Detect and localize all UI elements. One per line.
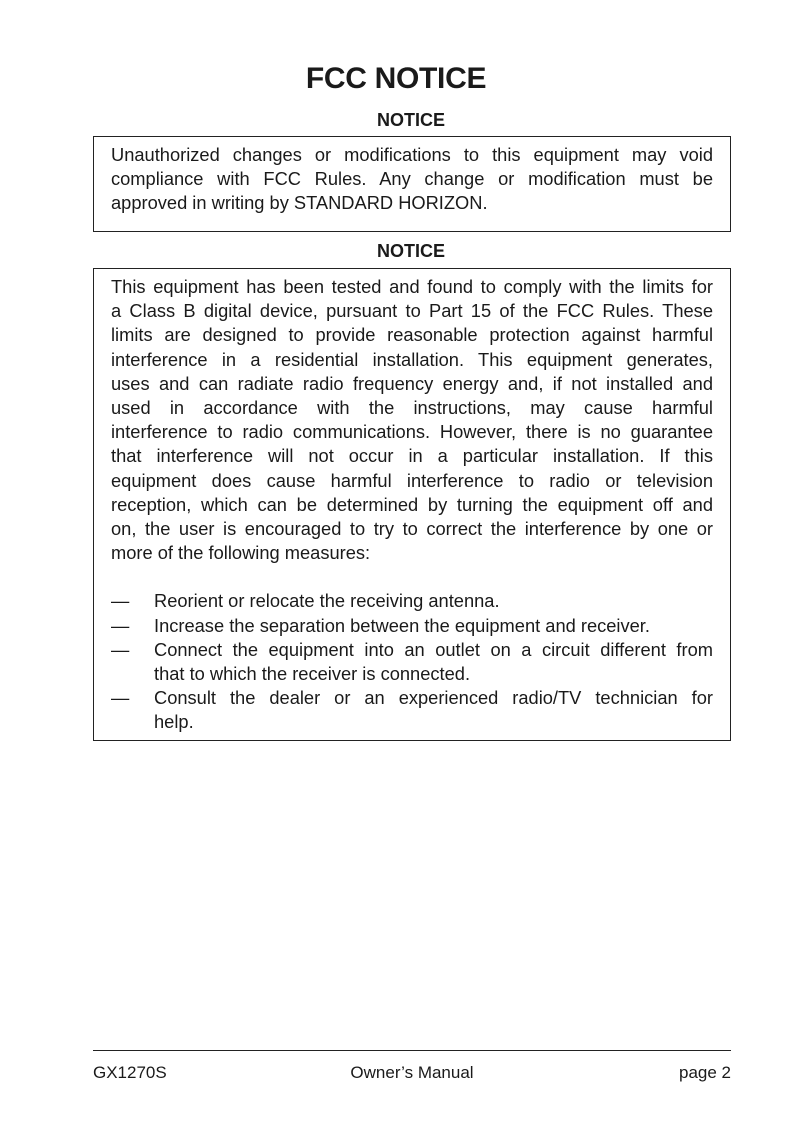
text-line: approved in writing by STANDARD HORIZON. [111, 192, 488, 214]
text-line: used in accordance with the instructions, may cause harmful [111, 397, 713, 419]
text-line: compliance with FCC Rules. Any change or modification must be [111, 168, 713, 190]
text-line: equipment does cause harmful interference to radio or television [111, 469, 713, 491]
text-line: reception, which can be determined by turning the equipment off and [111, 493, 713, 515]
notice-box-modifications [93, 136, 731, 232]
notice-paragraph-class-b [111, 275, 713, 565]
text-line: limits are designed to provide reasonable protection against harmful [111, 324, 713, 346]
text-line: Increase the separation between the equipment and receiver. [154, 614, 650, 636]
text-line: interference in a residential installation. This equipment generates, [111, 348, 713, 370]
dash-bullet: — [111, 687, 130, 709]
notice-box-class-b [93, 268, 731, 741]
measure-text [154, 686, 713, 734]
measure-item [111, 589, 713, 613]
text-line: Unauthorized changes or modifications to this equipment may void [111, 144, 713, 165]
text-line: This equipment has been tested and found to comply with the limits for [111, 276, 713, 297]
footer-page-number: page 2 [679, 1063, 731, 1082]
text-line: interference to radio communications. However, there is no guarantee [111, 421, 713, 443]
dash-bullet: — [111, 614, 130, 636]
text-line: that interference will not occur in a particular installation. If this [111, 445, 713, 467]
notice-heading-1: NOTICE [376, 110, 445, 130]
notice-paragraph-modifications [111, 143, 713, 216]
text-line: on, the user is encouraged to try to correct the interference by one or [111, 518, 713, 540]
measure-text [154, 638, 713, 686]
measure-item [111, 638, 713, 686]
text-line: Reorient or relocate the receiving antenna. [154, 590, 500, 612]
footer-divider [93, 1050, 731, 1051]
text-line: more of the following measures: [111, 542, 371, 564]
text-line: uses and can radiate radio frequency energy and, if not installed and [111, 372, 713, 394]
footer-manual-name: Owner’s Manual [350, 1063, 474, 1082]
measure-text [154, 614, 713, 638]
dash-bullet: — [111, 590, 130, 612]
page-footer [93, 1063, 731, 1085]
notice-heading-2: NOTICE [376, 241, 445, 261]
footer-model-number: GX1270S [93, 1063, 167, 1082]
text-line: that to which the receiver is connected. [154, 663, 471, 685]
text-line: Connect the equipment into an outlet on a circuit different from [154, 638, 713, 660]
page-title: FCC NOTICE [305, 62, 487, 95]
text-line: Consult the dealer or an experienced radio/TV technician for [154, 687, 713, 709]
text-line: a Class B digital device, pursuant to Part 15 of the FCC Rules. These [111, 300, 713, 322]
text-line: help. [154, 711, 194, 733]
measure-item [111, 686, 713, 734]
dash-bullet: — [111, 638, 130, 660]
measure-text [154, 589, 713, 613]
measure-item [111, 614, 713, 638]
measures-list [111, 589, 713, 734]
